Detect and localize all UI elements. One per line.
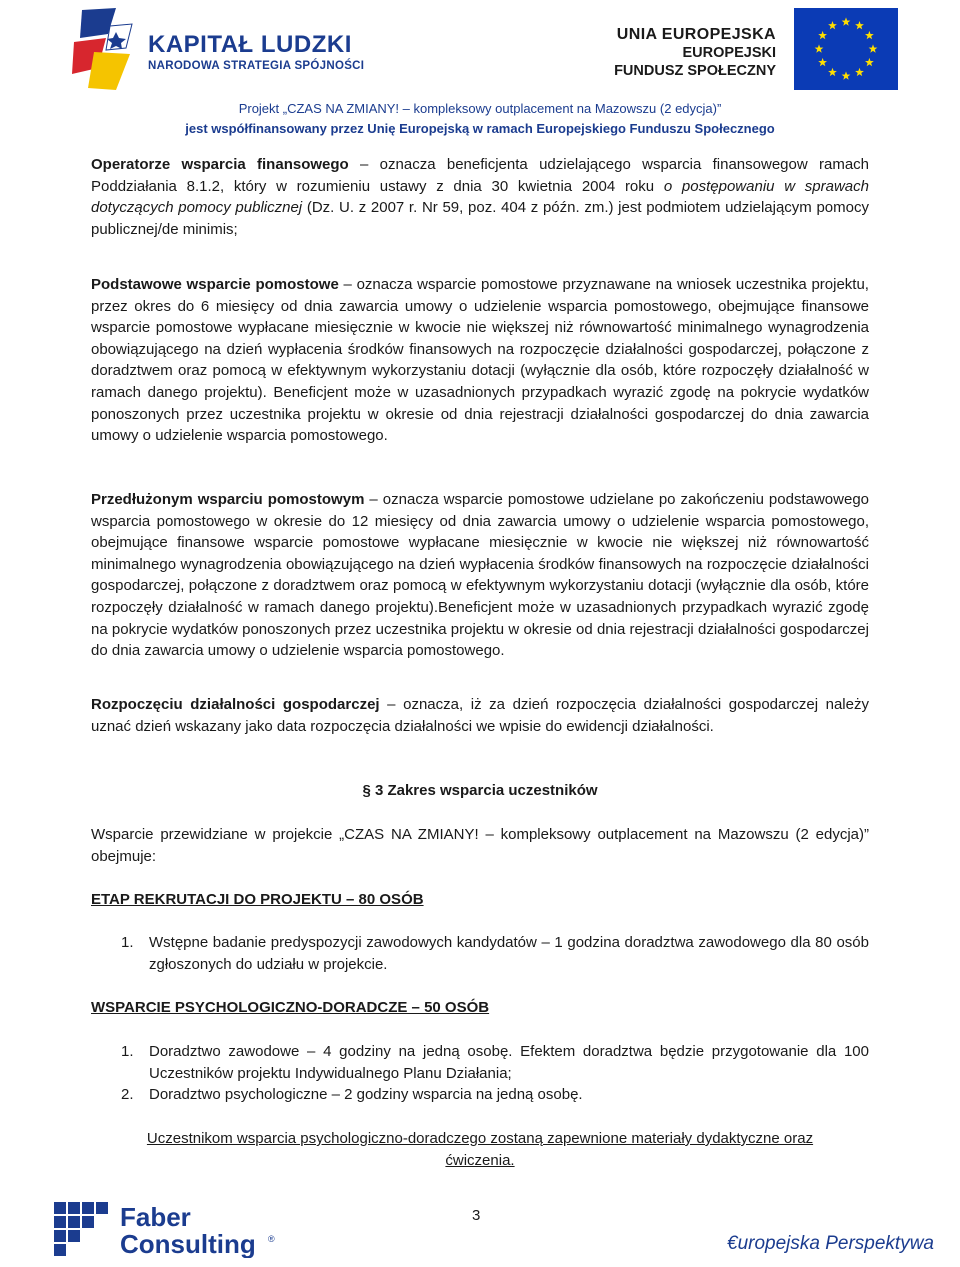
section-heading: § 3 Zakres wsparcia uczestników (362, 782, 598, 799)
kl-title: KAPITAŁ LUDZKI (148, 31, 352, 58)
start-activity-text: – oznacza, iż za dzień rozpoczęcia działalności gospodarczej należy uznać dzień wskazany jako data rozpoczęcia działalności we wpisie do ewidencji działalności. (91, 696, 869, 735)
operator-italic: o postępowaniu w sprawach dotyczących pomocy publicznej (91, 177, 869, 217)
eu-fund-label (614, 26, 776, 80)
term-operator: Operatorze wsparcia finansowego (91, 156, 349, 173)
section-intro (91, 824, 869, 867)
list-item (121, 1084, 869, 1106)
term-extended-support: Przedłużonym wsparciu pomostowym (91, 491, 365, 508)
list-item-number: 1. (121, 1043, 134, 1060)
eu-perspective-logo: €uropejska Perspektywa (727, 1233, 934, 1254)
kapital-ludzki-wordmark (148, 32, 364, 72)
list-item (121, 1041, 869, 1084)
page-number: 3 (472, 1207, 481, 1224)
faber-consulting-logo (54, 1198, 304, 1258)
kapital-ludzki-logo-icon (72, 4, 134, 94)
list-item-number: 1. (121, 934, 134, 951)
registered-mark: ® (268, 1234, 275, 1244)
list-item (121, 932, 869, 975)
term-start-activity: Rozpoczęciu działalności gospodarczej (91, 696, 380, 713)
operator-text-2: (Dz. U. z 2007 r. Nr 59, poz. 404 z późn. zm.) jest podmiotem udzielającym pomocy publicznej/de minimis; (91, 199, 869, 238)
definition-extended-support (91, 489, 869, 662)
closing-note: Uczestnikom wsparcia psychologiczno-doradczego zostaną zapewnione materiały dydaktyczne oraz ćwiczenia. (146, 1130, 814, 1169)
stage2-heading: WSPARCIE PSYCHOLOGICZNO-DORADCZE – 50 OSÓB (91, 999, 490, 1016)
eu-line-1: UNIA EUROPEJSKA (616, 26, 776, 43)
list-item-text: Doradztwo zawodowe – 4 godziny na jedną osobę. Efektem doradztwa będzie przygotowanie dla 100 Uczestników projektu Indywidualnego Planu Działania; (149, 1043, 869, 1082)
definition-start-activity (91, 694, 869, 737)
term-basic-support: Podstawowe wsparcie pomostowe (91, 276, 339, 293)
extended-support-text: – oznacza wsparcie pomostowe udzielane po zakończeniu podstawowego wsparcia pomostowego w okresie do 12 miesięcy od dnia zawarcia umowy o udzielenie wsparcia pomostowego, obejmujące finansowe wsparcie pomostowe wypłacane miesięcznie w kwocie nie większej niż równowartość minimalnego wynagrodzenia obowiązującego na dzień wypłacenia środków finansowych na rozpoczęcie działalności gospodarczej, połączone z doradztwem oraz pomocą w efektywnym wykorzystaniu dotacji (wyłącznie dla osób, które rozpoczęły działalność w ramach danego projektu).Beneficjent może w uzasadnionych przypadkach wyrazić zgodę na pokrycie wydatków ponoszonych przez uczestnika projektu w okresie od dnia rejestracji działalności gospodarczej do dnia zawarcia umowy o udzielenie wsparcia pomostowego. (91, 491, 870, 660)
faber-line-1: Faber (120, 1202, 191, 1232)
list-item-text: Doradztwo psychologiczne – 2 godziny wsparcia na jedną osobę. (149, 1086, 583, 1103)
faber-line-2: Consulting (120, 1229, 256, 1258)
operator-text-1: – oznacza beneficjenta udzielającego wsparcia finansowegow ramach Poddziałania 8.1.2, który w rozumieniu ustawy z dnia 30 kwietnia 2004 roku (91, 156, 870, 195)
faber-mark-icon (54, 1202, 108, 1256)
project-line-1: Projekt „CZAS NA ZMIANY! – kompleksowy outplacement na Mazowszu (2 edycja)” (238, 101, 722, 116)
basic-support-text: – oznacza wsparcie pomostowe przyznawane na wniosek uczestnika projektu, przez okres do 6 miesięcy od dnia zawarcia umowy o udzielenie wsparcia pomostowego, obejmujące finansowe wsparcie pomostowe wypłacane miesięcznie w kwocie nie większej niż równowartość minimalnego wynagrodzenia obowiązującego na dzień wypłacenia środków finansowych na rozpoczęcie działalności gospodarczej, połączone z doradztwem oraz pomocą w efektywnym wykorzystaniu dotacji (wyłącznie dla osób, które rozpoczęły działalność w ramach danego projektu). Beneficjent może w uzasadnionych przypadkach wyrazić zgodę na pokrycie wydatków ponoszonych przez uczestnika projektu w okresie od dnia rejestracji działalności gospodarczej do dnia zawarcia umowy o udzielenie wsparcia pomostowego. (91, 276, 869, 445)
list-item-text: Wstępne badanie predyspozycji zawodowych kandydatów – 1 godzina doradztwa zawodowego dla 80 osób zgłoszonych do udziału w projekcie. (149, 934, 869, 973)
stage1-heading: ETAP REKRUTACJI DO PROJEKTU – 80 OSÓB (91, 891, 424, 908)
page-header (0, 0, 960, 145)
project-line-2: jest współfinansowany przez Unię Europejską w ramach Europejskiego Funduszu Społecznego (185, 121, 775, 136)
eu-flag-icon (794, 8, 898, 90)
section-intro-text: Wsparcie przewidziane w projekcie „CZAS NA ZMIANY! – kompleksowy outplacement na Mazowszu (2 edycja)” obejmuje: (91, 826, 869, 865)
kl-subtitle: NARODOWA STRATEGIA SPÓJNOŚCI (148, 60, 365, 72)
list-item-number: 2. (121, 1086, 134, 1103)
eu-line-2: EUROPEJSKI (682, 45, 776, 61)
eu-line-3: FUNDUSZ SPOŁECZNY (614, 63, 776, 79)
definition-basic-support (91, 274, 869, 447)
definition-operator (91, 154, 869, 240)
